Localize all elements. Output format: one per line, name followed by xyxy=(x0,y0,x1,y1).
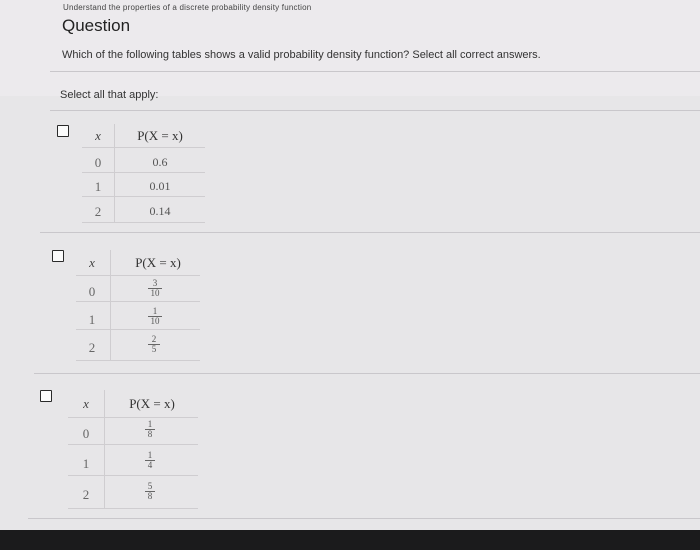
option-checkbox[interactable] xyxy=(40,390,52,402)
fraction-numerator: 5 xyxy=(147,481,153,491)
table-header-x: x xyxy=(89,255,95,270)
divider xyxy=(34,373,700,374)
fraction-numerator: 1 xyxy=(152,306,158,316)
table-rule xyxy=(82,172,205,173)
table-cell-p xyxy=(145,420,155,439)
divider xyxy=(40,232,700,233)
fraction-denominator: 4 xyxy=(145,460,155,470)
table-header-p: P(X = x) xyxy=(137,128,183,143)
select-instruction: Select all that apply: xyxy=(60,89,159,101)
table-column-rule xyxy=(114,124,115,222)
table-rule xyxy=(76,301,200,302)
table-header-p: P(X = x) xyxy=(129,396,175,411)
fraction-numerator: 1 xyxy=(147,419,153,429)
fraction-numerator: 1 xyxy=(147,450,153,460)
divider xyxy=(28,518,700,519)
table-cell-p: 0.6 xyxy=(152,155,168,169)
table-rule xyxy=(76,360,200,361)
table-rule xyxy=(76,275,200,276)
table-cell-x: 2 xyxy=(94,204,102,219)
table-rule xyxy=(82,196,205,197)
question-header xyxy=(0,0,700,96)
table-cell-p xyxy=(145,482,155,501)
table-rule xyxy=(76,329,200,330)
table-cell-x: 1 xyxy=(94,179,102,194)
table-cell-p: 0.14 xyxy=(149,204,171,218)
table-column-rule xyxy=(110,250,111,360)
table-cell-x: 0 xyxy=(94,155,102,170)
divider xyxy=(50,71,700,72)
fraction-denominator: 8 xyxy=(145,429,155,439)
option-checkbox[interactable] xyxy=(57,125,69,137)
fraction-denominator: 10 xyxy=(148,288,162,298)
table-header-p: P(X = x) xyxy=(135,255,181,270)
table-cell-p xyxy=(148,279,162,298)
table-cell-x: 2 xyxy=(88,340,96,355)
fraction-denominator: 10 xyxy=(148,316,162,326)
table-cell-x: 0 xyxy=(82,426,90,441)
table-rule xyxy=(82,147,205,148)
bottom-bar xyxy=(0,530,700,550)
table-cell-p xyxy=(148,335,160,354)
fraction-numerator: 3 xyxy=(152,278,158,288)
table-rule xyxy=(68,417,198,418)
fraction-denominator: 5 xyxy=(148,344,160,354)
page-title: Question xyxy=(62,16,131,35)
option-checkbox[interactable] xyxy=(52,250,64,262)
table-rule xyxy=(68,508,198,509)
table-cell-x: 0 xyxy=(88,284,96,299)
table-column-rule xyxy=(104,390,105,508)
table-rule xyxy=(68,444,198,445)
divider xyxy=(50,110,700,111)
table-rule xyxy=(82,222,205,223)
table-header-x: x xyxy=(83,396,89,411)
table-cell-x: 2 xyxy=(82,487,90,502)
table-cell-x: 1 xyxy=(88,312,96,327)
table-cell-p: 0.01 xyxy=(149,179,171,193)
table-cell-p xyxy=(148,307,162,326)
fraction-numerator: 2 xyxy=(151,334,157,344)
question-prompt: Which of the following tables shows a valid probability density function? Select all correct answers. xyxy=(62,49,541,61)
table-header-x: x xyxy=(95,128,101,143)
table-cell-x: 1 xyxy=(82,456,90,471)
breadcrumb: Understand the properties of a discrete probability density function xyxy=(63,3,312,12)
fraction-denominator: 8 xyxy=(145,491,155,501)
table-cell-p xyxy=(145,451,155,470)
table-rule xyxy=(68,475,198,476)
